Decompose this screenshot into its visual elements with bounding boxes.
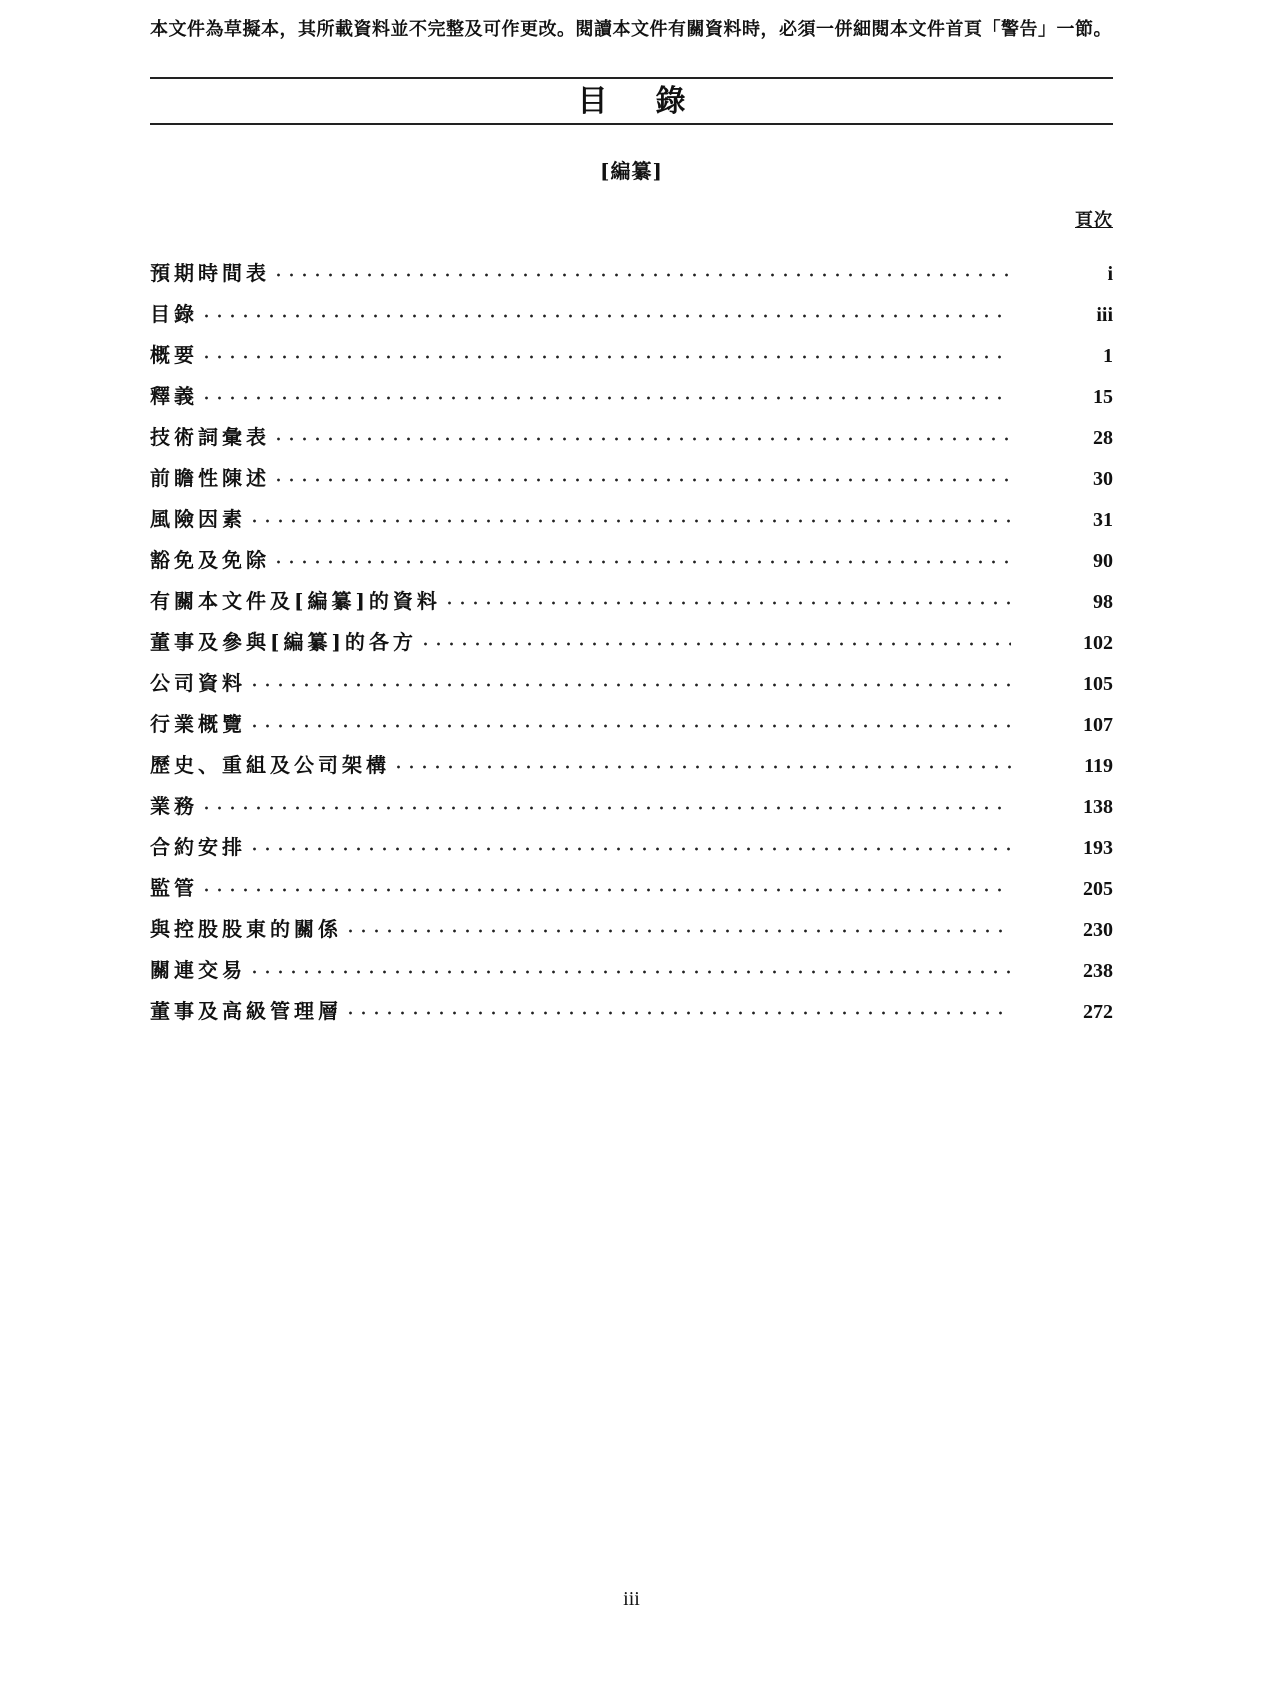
table-of-contents — [150, 245, 1113, 1024]
toc-entry-label: 技術詞彙表 — [150, 425, 270, 449]
dot-leader — [344, 926, 1011, 936]
toc-entry-label: 前瞻性陳述 — [150, 466, 270, 490]
toc-entry-label: 釋義 — [150, 384, 198, 408]
toc-entry-page: 31 — [1093, 509, 1113, 531]
toc-entry-page: 28 — [1093, 427, 1113, 449]
dot-leader — [200, 393, 1011, 403]
toc-entry-page: 1 — [1103, 345, 1113, 367]
toc-entry[interactable] — [150, 368, 1113, 409]
dot-leader — [200, 885, 1011, 895]
redacted-subtitle: [編纂] — [600, 159, 663, 183]
toc-entry-page: 272 — [1083, 1001, 1113, 1023]
footer-page-number: iii — [623, 1588, 640, 1610]
toc-entry[interactable] — [150, 450, 1113, 491]
toc-entry-page: 30 — [1093, 468, 1113, 490]
toc-entry-label: 概要 — [150, 343, 198, 367]
toc-entry-label: 目錄 — [150, 302, 198, 326]
page-title: 目錄 — [577, 84, 734, 119]
toc-entry[interactable] — [150, 737, 1113, 778]
toc-entry[interactable] — [150, 532, 1113, 573]
toc-entry-page: 138 — [1083, 796, 1113, 818]
toc-entry-label: 有關本文件及[編纂]的資料 — [150, 589, 441, 613]
dot-leader — [443, 598, 1011, 608]
toc-entry-page: 102 — [1083, 632, 1113, 654]
dot-leader — [248, 516, 1011, 526]
toc-entry-label: 合約安排 — [150, 835, 246, 859]
toc-entry-page: 105 — [1083, 673, 1113, 695]
toc-entry-label: 風險因素 — [150, 507, 246, 531]
toc-entry[interactable] — [150, 573, 1113, 614]
toc-entry-page: i — [1107, 263, 1113, 285]
dot-leader — [392, 762, 1011, 772]
draft-disclaimer: 本文件為草擬本，其所載資料並不完整及可作更改。閱讀本文件有關資料時，必須一併細閱本文件首頁「警告」一節。 — [150, 19, 1112, 40]
toc-entry-label: 董事及參與[編纂]的各方 — [150, 630, 417, 654]
toc-entry[interactable] — [150, 286, 1113, 327]
toc-entry-page: iii — [1096, 304, 1113, 326]
toc-entry[interactable] — [150, 983, 1113, 1024]
page-column-header: 頁次 — [1075, 210, 1113, 231]
toc-entry-page: 98 — [1093, 591, 1113, 613]
toc-entry-label: 業務 — [150, 794, 198, 818]
toc-entry-page: 238 — [1083, 960, 1113, 982]
toc-entry-page: 193 — [1083, 837, 1113, 859]
toc-entry-label: 行業概覽 — [150, 712, 246, 736]
title-top-rule — [150, 77, 1113, 79]
dot-leader — [248, 721, 1011, 731]
toc-entry-label: 歷史、重組及公司架構 — [150, 753, 390, 777]
dot-leader — [248, 967, 1011, 977]
dot-leader — [419, 639, 1011, 649]
toc-entry-page: 205 — [1083, 878, 1113, 900]
toc-entry-label: 監管 — [150, 876, 198, 900]
toc-entry-label: 預期時間表 — [150, 261, 270, 285]
dot-leader — [200, 311, 1011, 321]
toc-entry[interactable] — [150, 655, 1113, 696]
toc-entry[interactable] — [150, 860, 1113, 901]
toc-entry-label: 公司資料 — [150, 671, 246, 695]
toc-entry-page: 90 — [1093, 550, 1113, 572]
dot-leader — [272, 475, 1011, 485]
dot-leader — [248, 680, 1011, 690]
dot-leader — [200, 352, 1011, 362]
toc-entry[interactable] — [150, 245, 1113, 286]
title-bottom-rule — [150, 123, 1113, 125]
toc-entry-label: 董事及高級管理層 — [150, 999, 342, 1023]
toc-entry-page: 107 — [1083, 714, 1113, 736]
toc-entry-page: 119 — [1084, 755, 1113, 777]
toc-entry[interactable] — [150, 614, 1113, 655]
dot-leader — [200, 803, 1011, 813]
toc-entry-label: 與控股股東的關係 — [150, 917, 342, 941]
document-page — [150, 0, 1113, 1683]
toc-entry-page: 15 — [1093, 386, 1113, 408]
dot-leader — [344, 1008, 1011, 1018]
dot-leader — [272, 434, 1011, 444]
toc-entry[interactable] — [150, 901, 1113, 942]
toc-entry-page: 230 — [1083, 919, 1113, 941]
toc-entry[interactable] — [150, 778, 1113, 819]
toc-entry[interactable] — [150, 696, 1113, 737]
toc-entry[interactable] — [150, 819, 1113, 860]
toc-entry[interactable] — [150, 409, 1113, 450]
toc-entry-label: 關連交易 — [150, 958, 246, 982]
toc-entry[interactable] — [150, 491, 1113, 532]
dot-leader — [272, 270, 1011, 280]
dot-leader — [272, 557, 1011, 567]
toc-entry[interactable] — [150, 942, 1113, 983]
dot-leader — [248, 844, 1011, 854]
toc-entry[interactable] — [150, 327, 1113, 368]
toc-entry-label: 豁免及免除 — [150, 548, 270, 572]
